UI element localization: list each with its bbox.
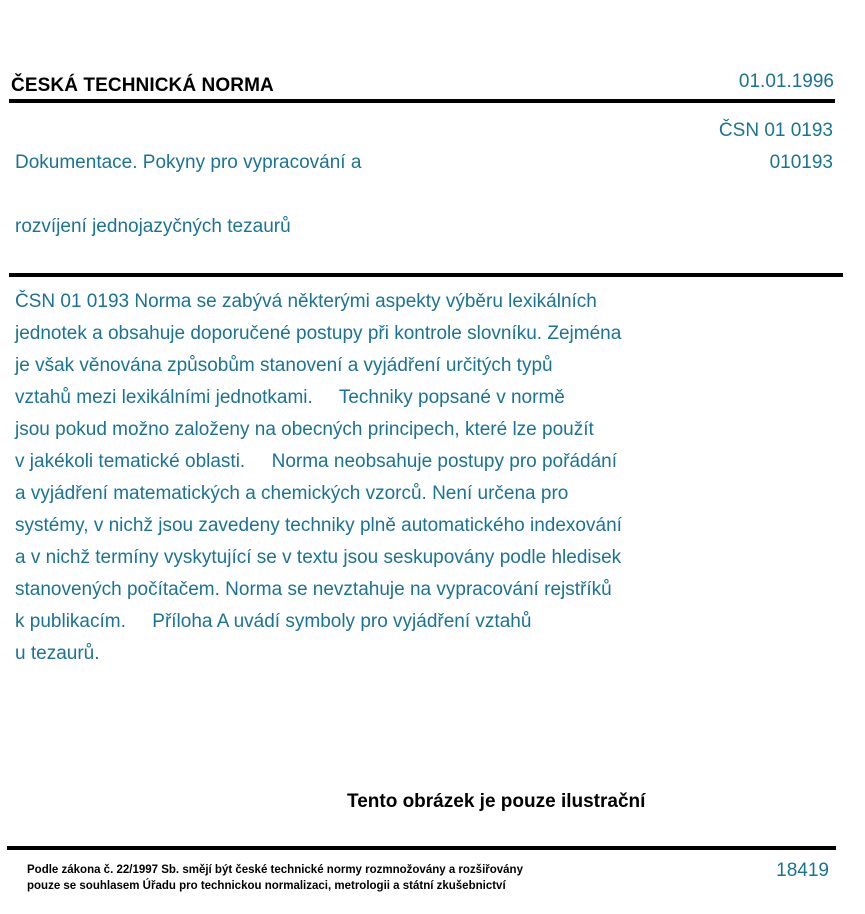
abstract-line: jsou pokud možno založeny na obecných principech, které lze použít [15, 419, 594, 440]
abstract-text [15, 286, 715, 670]
abstract-line: je však věnována způsobům stanovení a vyjádření určitých typů [15, 355, 553, 376]
footer-divider [7, 846, 836, 850]
standard-type-title: ČESKÁ TECHNICKÁ NORMA [11, 75, 274, 96]
abstract-line: v jakékoli tematické oblasti. Norma neobsahuje postupy pro pořádání [15, 451, 617, 472]
abstract-line: a vyjádření matematických a chemických vzorců. Není určena pro [15, 483, 569, 504]
document-title [15, 115, 361, 275]
header-divider [9, 99, 835, 103]
abstract-line: vztahů mezi lexikálními jednotkami. Techniky popsané v normě [15, 387, 565, 408]
legal-notice-line: Podle zákona č. 22/1997 Sb. smějí být české technické normy rozmnožovány a rozšiřovány [27, 864, 523, 876]
illustration-disclaimer: Tento obrázek je pouze ilustrační [347, 791, 646, 812]
document-title-line: rozvíjení jednojazyčných tezaurů [15, 216, 291, 237]
issue-date: 01.01.1996 [738, 71, 834, 92]
abstract-line: stanovených počítačem. Norma se nevztahuje na vypracování rejstříků [15, 579, 612, 600]
abstract-line: jednotek a obsahuje doporučené postupy při kontrole slovníku. Zejména [15, 323, 622, 344]
catalog-number: 18419 [776, 860, 829, 881]
legal-notice-line: pouze se souhlasem Úřadu pro technickou normalizaci, metrologii a státní zkušebnictví [27, 880, 506, 892]
standard-code: ČSN 01 0193 [718, 120, 833, 141]
abstract-line: u tezaurů. [15, 643, 100, 664]
document-identifiers [719, 115, 833, 179]
document-title-line: Dokumentace. Pokyny pro vypracování a [15, 152, 362, 173]
legal-notice [27, 862, 523, 894]
abstract-line: a v nichž termíny vyskytující se v textu jsou seskupovány podle hledisek [15, 547, 622, 568]
section-divider [9, 273, 843, 277]
abstract-line: systémy, v nichž jsou zavedeny techniky plně automatického indexování [15, 515, 622, 536]
abstract-line: k publikacím. Příloha A uvádí symboly pro vyjádření vztahů [15, 611, 532, 632]
classification-number: 010193 [769, 152, 833, 173]
abstract-line: ČSN 01 0193 Norma se zabývá některými aspekty výběru lexikálních [15, 291, 597, 312]
